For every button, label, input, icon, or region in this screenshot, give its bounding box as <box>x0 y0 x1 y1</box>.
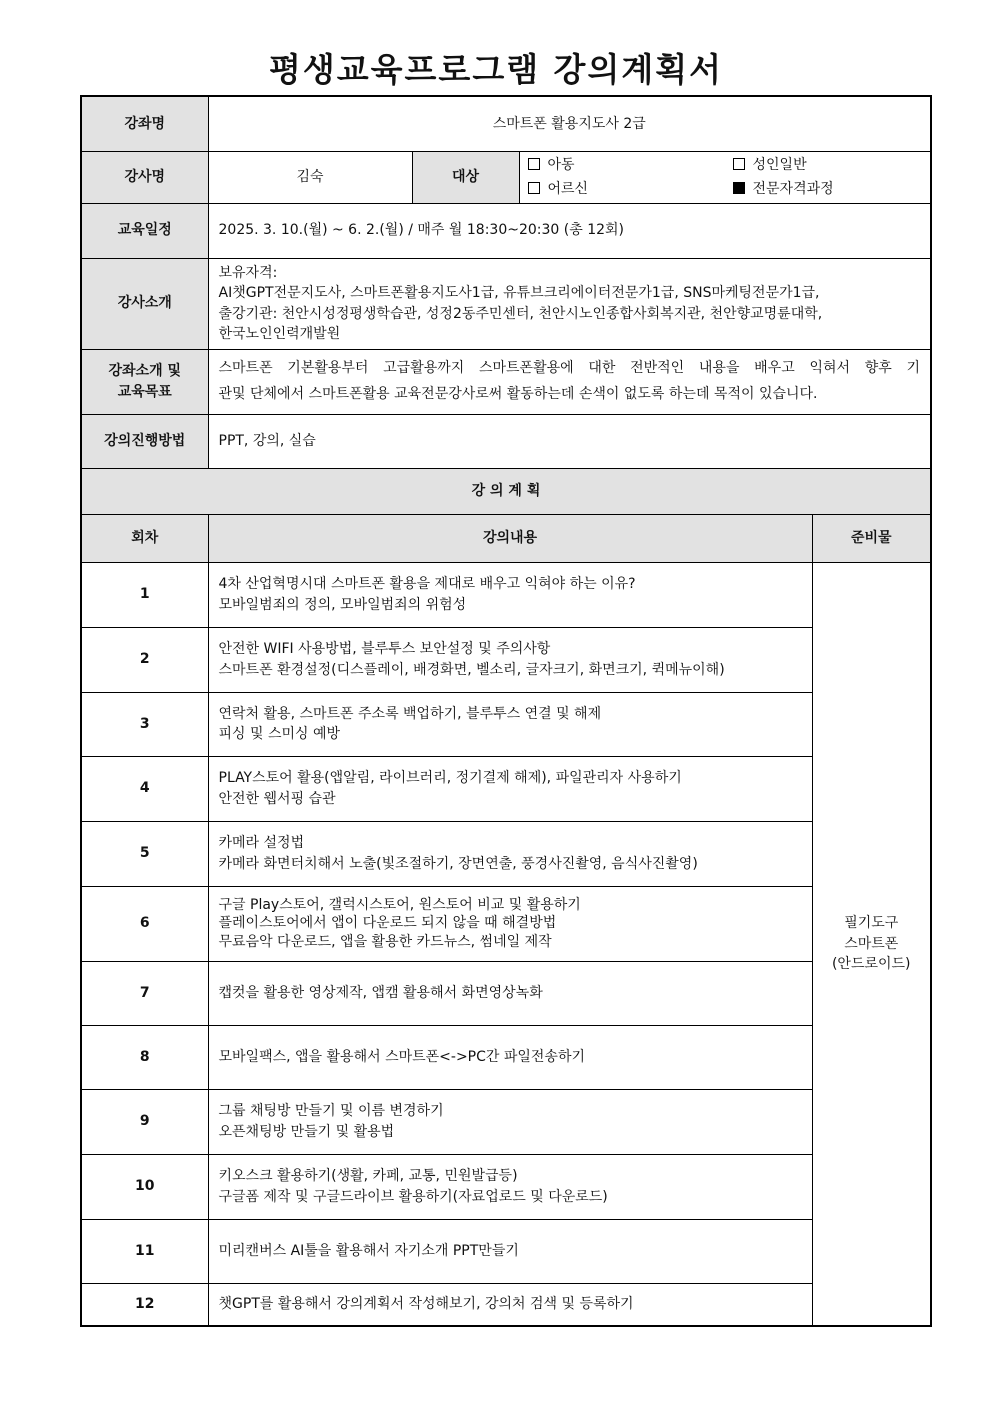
session-content: 챗GPT를 활용해서 강의계획서 작성해보기, 강의처 검색 및 등록하기 <box>208 1283 812 1326</box>
table-row <box>81 961 931 1025</box>
session-number: 6 <box>81 886 208 961</box>
plan-section-header: 강 의 계 획 <box>81 468 931 514</box>
session-number: 7 <box>81 961 208 1025</box>
session-number: 3 <box>81 692 208 756</box>
session-content: 모바일팩스, 앱을 활용해서 스마트폰<->PC간 파일전송하기 <box>208 1025 812 1089</box>
schedule-row <box>81 203 931 258</box>
instructor-intro-value: 보유자격: AI챗GPT전문지도사, 스마트폰활용지도사1급, 유튜브크리에이터전문가1급, SNS마케팅전문가1급, 출강기관: 천안시성정평생학습관, 성정2동주민센터, 천안시노인종합사회복지관, 천안향교명륜대학, 한국노인인력개발원 <box>208 258 931 349</box>
table-row <box>81 1154 931 1219</box>
col-session-header: 회차 <box>81 514 208 562</box>
instructor-value: 김숙 <box>208 151 412 203</box>
plan-section-row <box>81 468 931 514</box>
table-row <box>81 756 931 821</box>
col-materials-header: 준비물 <box>812 514 931 562</box>
method-label: 강의진행방법 <box>81 414 208 468</box>
session-content: 캡컷을 활용한 영상제작, 앱캠 활용해서 화면영상녹화 <box>208 961 812 1025</box>
checkbox-icon <box>528 158 540 170</box>
method-value: PPT, 강의, 실습 <box>208 414 931 468</box>
session-content: 안전한 WIFI 사용방법, 블루투스 보안설정 및 주의사항 스마트폰 환경설정(디스플레이, 배경화면, 벨소리, 글자크기, 화면크기, 퀵메뉴이해) <box>208 627 812 692</box>
checkbox-icon <box>528 182 540 194</box>
table-row <box>81 1025 931 1089</box>
session-number: 10 <box>81 1154 208 1219</box>
course-name-label: 강좌명 <box>81 96 208 151</box>
plan-header-row <box>81 514 931 562</box>
table-row <box>81 1283 931 1326</box>
table-row <box>81 886 931 961</box>
session-number: 9 <box>81 1089 208 1154</box>
session-content: 연락처 활용, 스마트폰 주소록 백업하기, 블루투스 연결 및 해제 피싱 및 스미싱 예방 <box>208 692 812 756</box>
table-row <box>81 692 931 756</box>
session-number: 12 <box>81 1283 208 1326</box>
checkbox-checked-icon <box>733 182 745 194</box>
instructor-intro-row <box>81 258 931 349</box>
target-option-adult[interactable]: 성인일반 <box>733 155 923 175</box>
session-number: 5 <box>81 821 208 886</box>
target-options <box>519 151 931 203</box>
session-number: 4 <box>81 756 208 821</box>
instructor-intro-label: 강사소개 <box>81 258 208 349</box>
table-row <box>81 821 931 886</box>
instructor-row <box>81 151 931 203</box>
session-content: 카메라 설정법 카메라 화면터치해서 노출(빛조절하기, 장면연출, 풍경사진촬영, 음식사진촬영) <box>208 821 812 886</box>
target-option-child[interactable]: 아동 <box>528 155 733 175</box>
session-content: 미리캔버스 AI툴을 활용해서 자기소개 PPT만들기 <box>208 1219 812 1283</box>
method-row <box>81 414 931 468</box>
course-goal-value: 스마트폰 기본활용부터 고급활용까지 스마트폰활용에 대한 전반적인 내용을 배우고 익혀서 향후 기 관및 단체에서 스마트폰활용 교육전문강사로써 활동하는데 손색이 없도록 하는데 목적이 있습니다. <box>208 349 931 414</box>
session-content: 그룹 채팅방 만들기 및 이름 변경하기 오픈채팅방 만들기 및 활용법 <box>208 1089 812 1154</box>
course-goal-label: 강좌소개 및 교육목표 <box>81 349 208 414</box>
table-row <box>81 1219 931 1283</box>
session-content: 키오스크 활용하기(생활, 카페, 교통, 민원발급등) 구글폼 제작 및 구글드라이브 활용하기(자료업로드 및 다운로드) <box>208 1154 812 1219</box>
table-row <box>81 627 931 692</box>
course-name-value: 스마트폰 활용지도사 2급 <box>208 96 931 151</box>
lecture-plan-table <box>80 95 932 1327</box>
page-title: 평생교육프로그램 강의계획서 <box>269 50 723 89</box>
session-number: 11 <box>81 1219 208 1283</box>
session-number: 8 <box>81 1025 208 1089</box>
session-number: 1 <box>81 562 208 627</box>
materials-cell: 필기도구 스마트폰 (안드로이드) <box>812 562 931 1326</box>
session-content: 4차 산업혁명시대 스마트폰 활용을 제대로 배우고 익혀야 하는 이유? 모바일범죄의 정의, 모바일범죄의 위험성 <box>208 562 812 627</box>
course-goal-row <box>81 349 931 414</box>
course-name-row <box>81 96 931 151</box>
col-content-header: 강의내용 <box>208 514 812 562</box>
instructor-label: 강사명 <box>81 151 208 203</box>
session-content: PLAY스토어 활용(앱알림, 라이브러리, 정기결제 해제), 파일관리자 사용하기 안전한 웹서핑 습관 <box>208 756 812 821</box>
session-content: 구글 Play스토어, 갤럭시스토어, 원스토어 비교 및 활용하기 플레이스토어에서 앱이 다운로드 되지 않을 때 해결방법 무료음악 다운로드, 앱을 활용한 카드뉴스, 썸네일 제작 <box>208 886 812 961</box>
target-option-senior[interactable]: 어르신 <box>528 179 733 199</box>
table-row <box>81 562 931 627</box>
schedule-label: 교육일정 <box>81 203 208 258</box>
session-number: 2 <box>81 627 208 692</box>
checkbox-icon <box>733 158 745 170</box>
target-label: 대상 <box>412 151 519 203</box>
table-row <box>81 1089 931 1154</box>
target-option-professional[interactable]: 전문자격과정 <box>733 179 923 199</box>
schedule-value: 2025. 3. 10.(월) ~ 6. 2.(월) / 매주 월 18:30~20:30 (총 12회) <box>208 203 931 258</box>
